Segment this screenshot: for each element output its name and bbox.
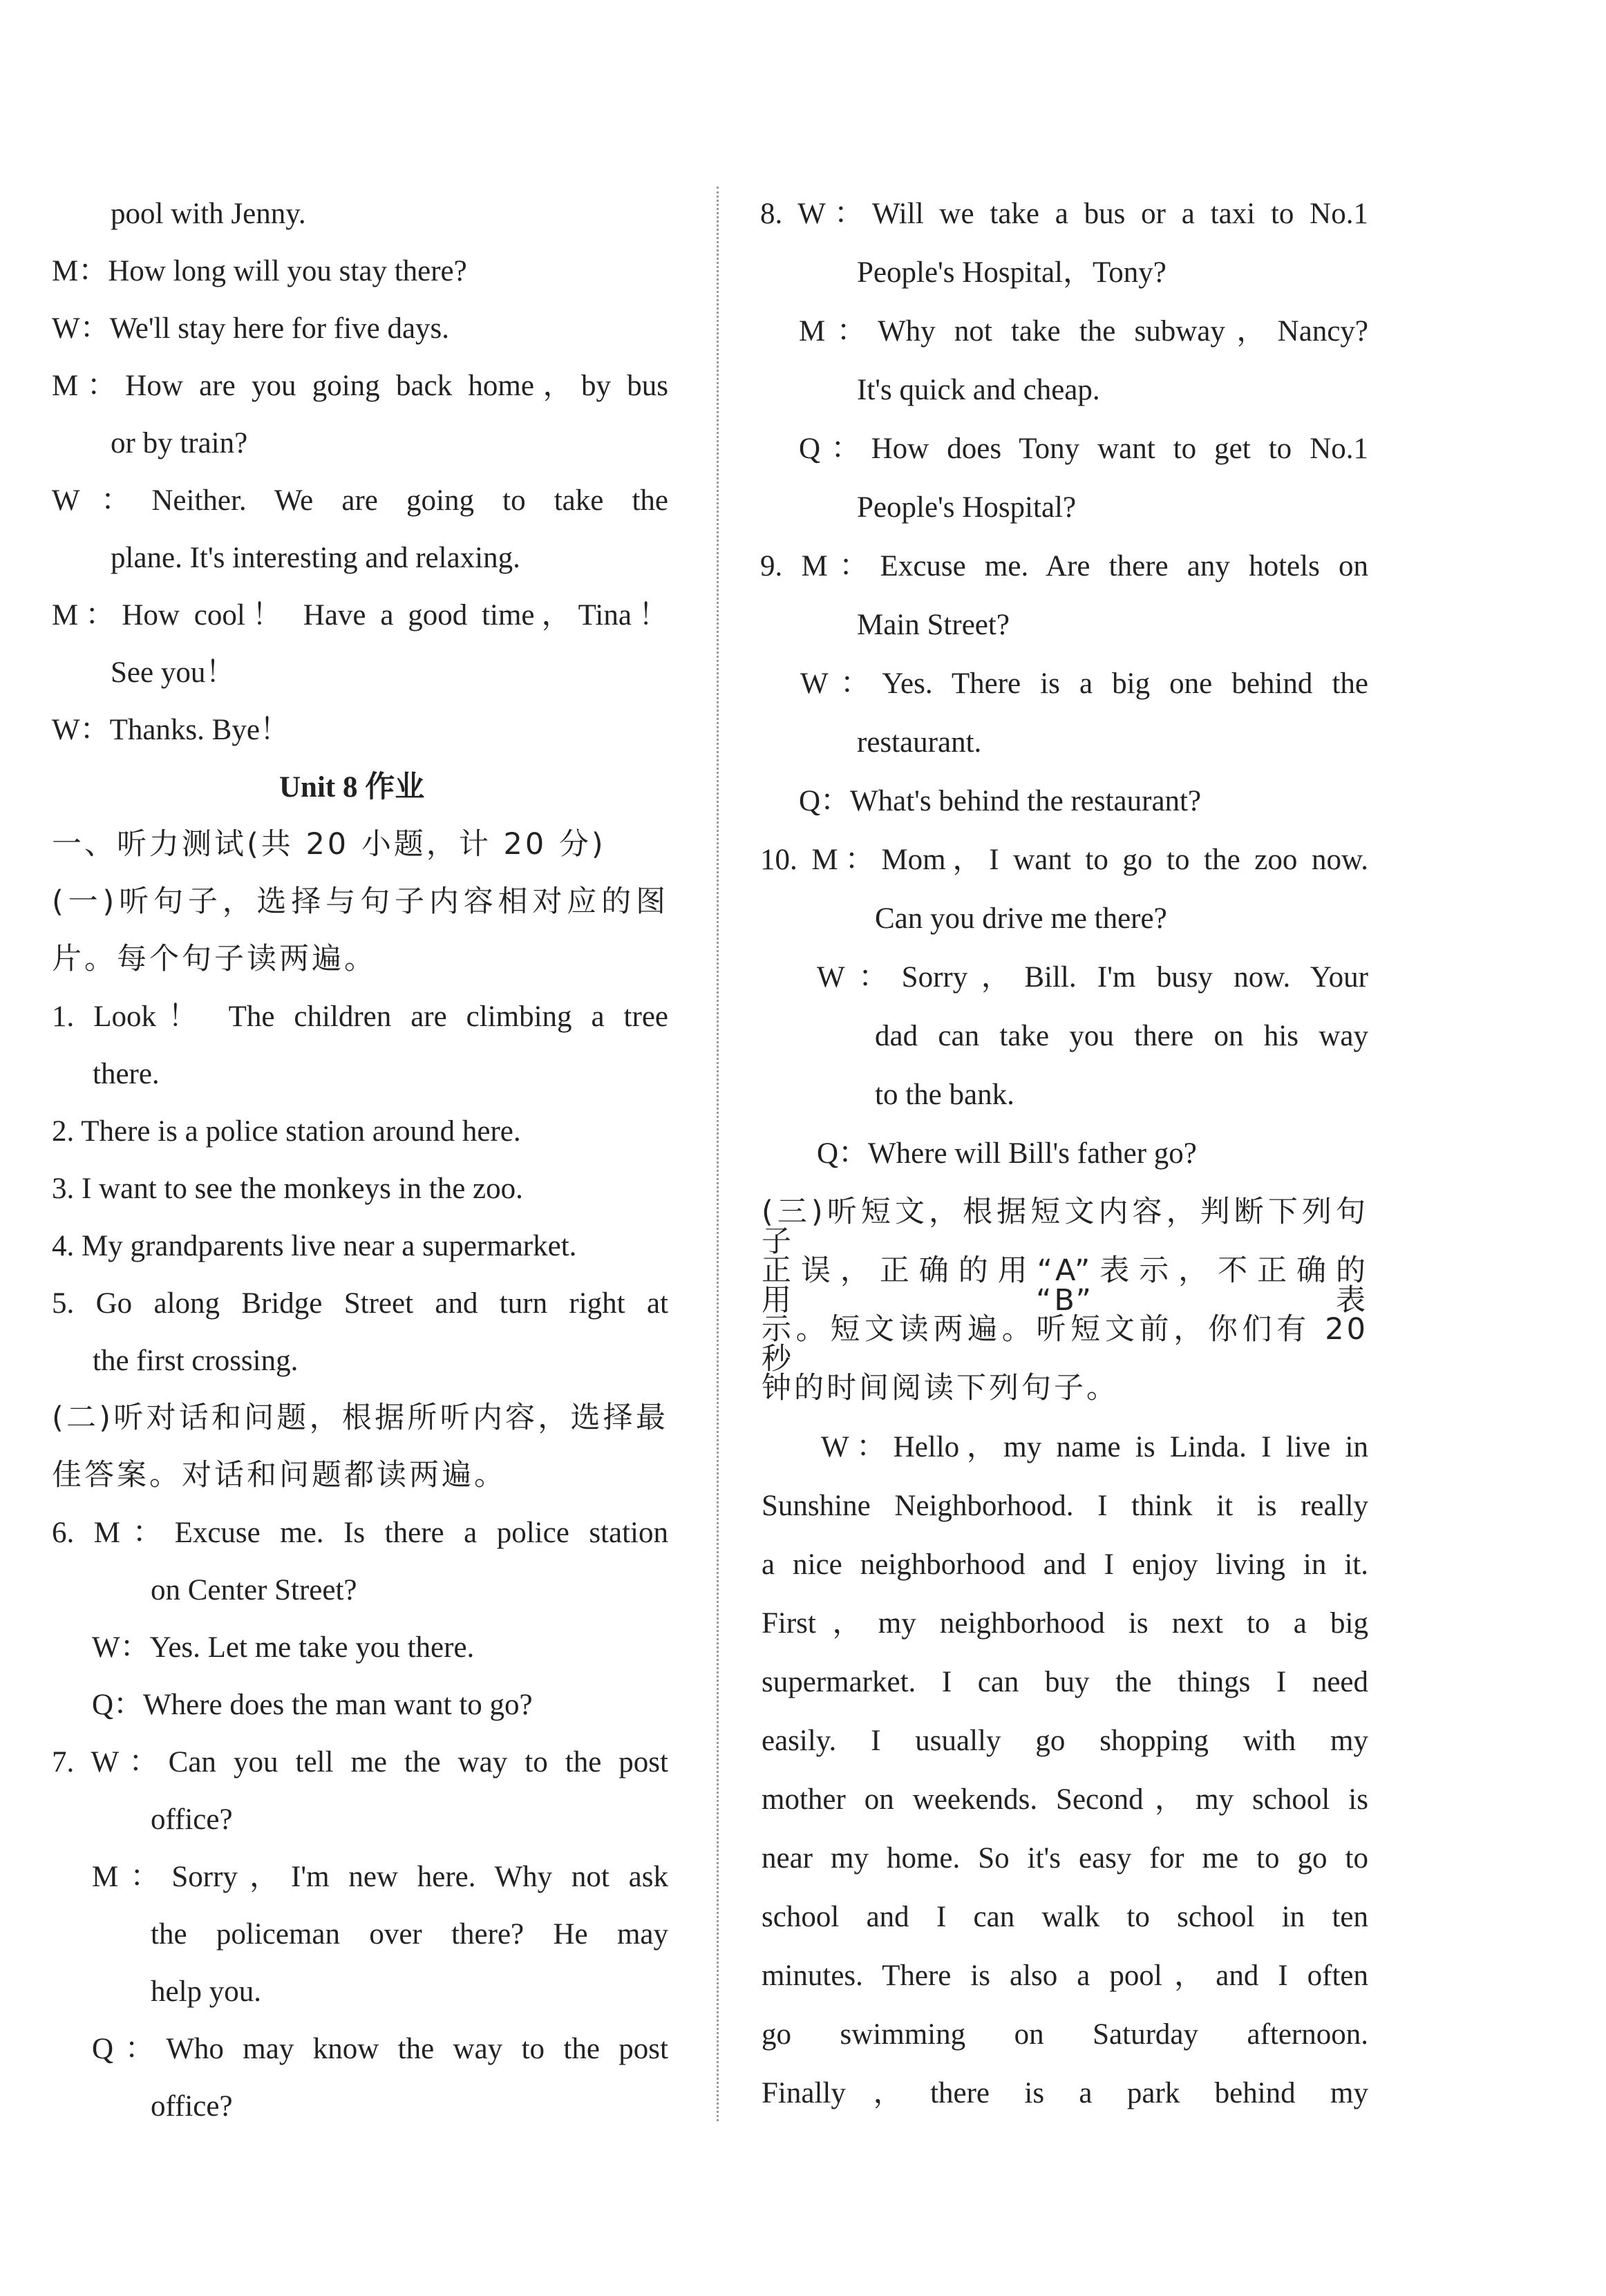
passage-line: Finally，there is a park behind my [762,2077,1368,2109]
sentence-line: 5. Go along Bridge Street and turn right at [52,1287,668,1320]
dialogue-line: Q：Where will Bill's father go? [817,1137,1197,1170]
dialogue-line: People's Hospital，Tony? [857,256,1166,289]
text-line: or by train? [111,427,248,459]
text-line: M：How cool！ Have a good time，Tina！ [52,599,668,632]
dialogue-line: M：Sorry，I'm new here. Why not ask [92,1861,668,1893]
text-line: pool with Jenny. [111,198,306,230]
passage-line: minutes. There is also a pool，and I often [762,1960,1368,1992]
passage-line: First，my neighborhood is next to a big [762,1607,1368,1640]
passage-line: easily. I usually go shopping with my [762,1725,1368,1757]
passage-line: go swimming on Saturday afternoon. [762,2018,1368,2051]
instruction-line: (二)听对话和问题，根据所听内容，选择最 [52,1401,668,1435]
passage-line: mother on weekends. Second，my school is [762,1783,1368,1816]
dialogue-line: W：Sorry，Bill. I'm busy now. Your [817,961,1368,994]
section-heading: 一、听力测试(共 20 小题，计 20 分) [52,827,606,862]
dialogue-line: dad can take you there on his way [875,1020,1368,1052]
dialogue-line: Q：Where does the man want to go? [92,1689,533,1721]
dialogue-line: People's Hospital? [857,491,1077,524]
dialogue-line: 9. M：Excuse me. Are there any hotels on [760,550,1368,582]
instruction-line: (一)听句子，选择与句子内容相对应的图 [52,884,668,919]
text-line: plane. It's interesting and relaxing. [111,542,520,574]
passage-line: school and I can walk to school in ten [762,1901,1368,1933]
sentence-line: 1. Look！ The children are climbing a tree [52,1000,668,1033]
dialogue-line: office? [151,1803,233,1836]
dialogue-line: help you. [151,1975,262,2008]
sentence-line: 4. My grandparents live near a supermarket. [52,1230,577,1262]
dialogue-line: M：Why not take the subway，Nancy? [799,315,1368,348]
dialogue-line: 6. M：Excuse me. Is there a police station [52,1517,668,1549]
passage-line: near my home. So it's easy for me to go to [762,1842,1368,1875]
dialogue-line: Can you drive me there? [875,902,1167,935]
dialogue-line: Q：How does Tony want to get to No.1 [799,433,1368,465]
dialogue-line: office? [151,2090,233,2123]
dialogue-line: Q：What's behind the restaurant? [799,785,1202,817]
passage-line: Sunshine Neighborhood. I think it is really [762,1490,1368,1522]
text-line: See you！ [111,656,236,689]
passage-line: supermarket. I can buy the things I need [762,1666,1368,1698]
dialogue-line: the policeman over there? He may [151,1918,668,1951]
instruction-line: 片。每个句子读两遍。 [52,942,377,976]
instruction-line: 正误，正确的用“A”表示，不正确的用“B”表 [762,1253,1368,1318]
dialogue-line: W：Yes. Let me take you there. [92,1631,475,1664]
dialogue-line: 7. W：Can you tell me the way to the post [52,1746,668,1778]
dialogue-line: 10. M：Mom，I want to go to the zoo now. [760,844,1368,876]
sentence-line: the first crossing. [93,1345,299,1377]
text-line: M：How long will you stay there? [52,255,467,287]
sentence-line: 2. There is a police station around here. [52,1115,521,1148]
passage-line: W：Hello，my name is Linda. I live in [821,1431,1368,1463]
dialogue-line: restaurant. [857,726,982,759]
text-line: W：Thanks. Bye！ [52,714,290,746]
dialogue-line: to the bank. [875,1079,1014,1111]
text-line: W：We'll stay here for five days. [52,312,450,345]
passage-line: a nice neighborhood and I enjoy living in it. [762,1548,1368,1581]
dialogue-line: Q：Who may know the way to the post [92,2033,668,2065]
dialogue-line: on Center Street? [151,1574,357,1606]
instruction-line: (三)听短文，根据短文内容，判断下列句子 [762,1195,1368,1259]
sentence-line: 3. I want to see the monkeys in the zoo. [52,1173,523,1205]
text-line: W：Neither. We are going to take the [52,484,668,517]
dialogue-line: W：Yes. There is a big one behind the [800,667,1368,700]
dialogue-line: Main Street? [857,609,1010,641]
instruction-line: 钟的时间阅读下列句子。 [762,1371,1119,1405]
dialogue-line: It's quick and cheap. [857,374,1100,406]
text-line: M：How are you going back home，by bus [52,370,668,402]
instruction-line: 佳答案。对话和问题都读两遍。 [52,1458,507,1492]
instruction-line: 示。短文读两遍。听短文前，你们有 20 秒 [762,1312,1368,1376]
unit-title: Unit 8 作业 [279,771,425,804]
column-divider [717,187,719,2121]
dialogue-line: 8. W：Will we take a bus or a taxi to No.1 [760,198,1368,230]
sentence-line: there. [93,1058,160,1090]
